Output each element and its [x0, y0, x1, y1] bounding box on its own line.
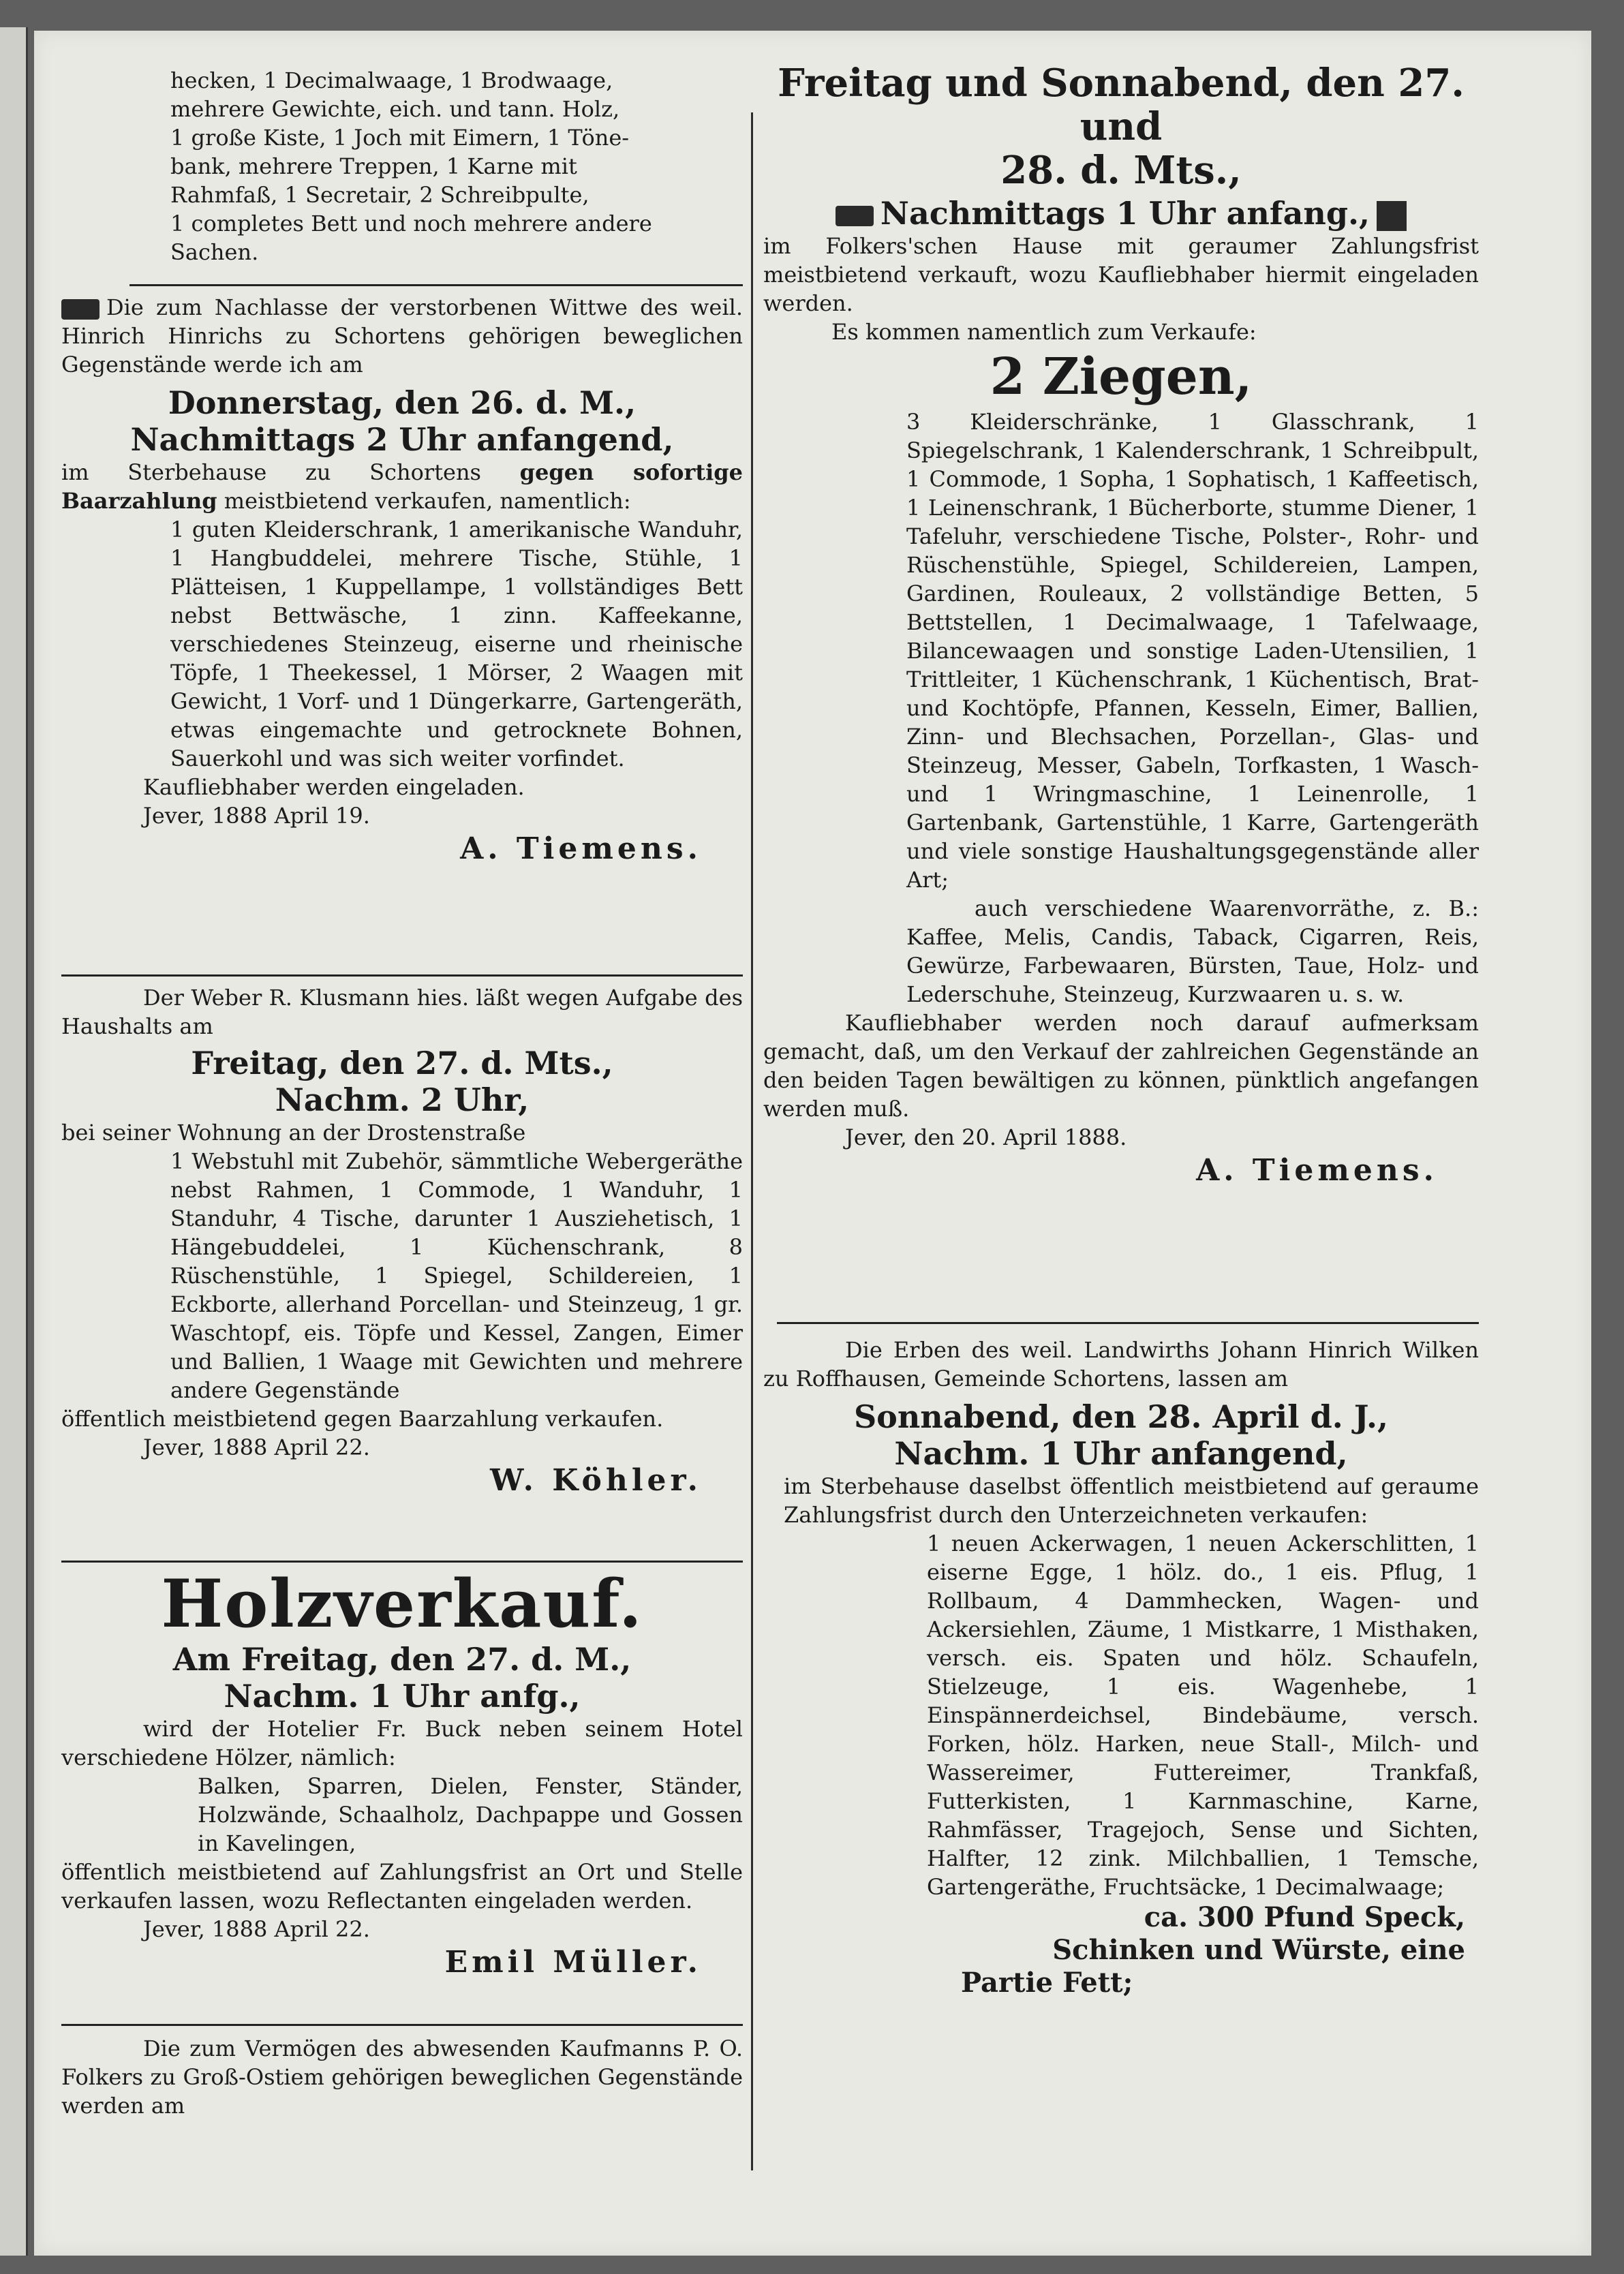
ad-wilken-estate — [763, 1336, 1479, 1999]
ad-extra-list: auch verschiedene Waarenvorräthe, z. B.: Kaffee, Melis, Candis, Taback, Cigarren, Reis, Gewürze, Farbewaaren, Bürsten, Taue, Holz- und Lederschuhe, Steinzeug, Kurzwaaren u. s. w. — [906, 895, 1479, 1007]
ad-dateline: Jever, den 20. April 1888. — [845, 1124, 1127, 1150]
separator-rule — [61, 974, 743, 977]
pointing-hand-icon — [836, 206, 874, 226]
ad-item-list: Balken, Sparren, Dielen, Fenster, Ständer, Holzwände, Schaalholz, Dachpappe und Gossen in Kavelingen, — [198, 1773, 743, 1856]
ad-time-heading: Nachm. 1 Uhr anfangend, — [894, 1435, 1348, 1472]
ad-date-heading: Am Freitag, den 27. d. M., — [172, 1641, 632, 1678]
ad-holzverkauf — [61, 1567, 743, 1982]
ad-continuation — [61, 66, 743, 266]
ad-hinrichs-estate — [61, 293, 743, 868]
ad-body: im Sterbehause zu Schortens — [61, 459, 481, 485]
ad-item-list: 1 neuen Ackerwagen, 1 neuen Ackerschlitten, 1 eiserne Egge, 1 hölz. do., 1 eis. Pflug, 1 Rollbaum, 4 Dammhecken, Wagen- und Ackersiehlen, Zäume, 1 Mistkarre, 1 Misthaken, versch. eis. Spaten und hölz. Schaufeln, Stielzeuge, 1 eis. Wagenhebe, 1 Einspännerdeichsel, Bindebäume, versch. Forken, hölz. Harken, neue Stall-, Milch- und Wassereimer, Futtereimer, Trankfaß, Futterkisten, 1 Karnmaschine, Karne, Rahmfässer, Tragejoch, Sense und Sichten, Halfter, 12 zink. Milchballien, 1 Temsche, Gartengeräthe, Fruchtsäcke, 1 Decimalwaage; — [927, 1531, 1479, 1900]
ad-body-emphasis: gegen sofortige Baarzahlung — [61, 459, 744, 514]
ad-closing: öffentlich meistbietend auf Zahlungsfrist an Ort und Stelle verkaufen lassen, wozu Reflectanten eingeladen werden. — [61, 1859, 743, 1914]
separator-rule — [61, 1561, 743, 1563]
ad-date-heading: Freitag, den 27. d. Mts., — [191, 1045, 613, 1081]
newspaper-page — [34, 31, 1591, 2256]
ad-dateline: Jever, 1888 April 22. — [143, 1434, 370, 1460]
ad-intro: Die Erben des weil. Landwirths Johann Hinrich Wilken zu Roffhausen, Gemeinde Schortens, lassen am — [763, 1337, 1479, 1392]
ad-highlight: Partie Fett; — [961, 1967, 1133, 1999]
ad-signature: Emil Müller. — [444, 1945, 702, 1980]
ad-lead: Es kommen namentlich zum Verkaufe: — [831, 319, 1257, 345]
ad-line: hecken, 1 Decimalwaage, 1 Brodwaage, — [170, 67, 613, 93]
ad-text: Die zum Vermögen des abwesenden Kaufmanns P. O. Folkers zu Groß-Ostiem gehörigen beweglichen Gegenstände werden am — [61, 2035, 743, 2119]
ad-body: meistbietend verkaufen, namentlich: — [224, 488, 631, 514]
ad-body: im Sterbehause daselbst öffentlich meistbietend auf geraume Zahlungsfrist durch den Unterzeichneten verkaufen: — [784, 1473, 1479, 1528]
ornament-icon — [1377, 201, 1407, 231]
ad-highlight: Schinken und Würste, eine — [1052, 1934, 1465, 1966]
adjacent-page-edge — [0, 27, 28, 2256]
separator-rule — [777, 1322, 1479, 1324]
ad-highlight: 2 Ziegen, — [990, 348, 1253, 406]
ad-line: 1 große Kiste, 1 Joch mit Eimern, 1 Töne- — [170, 125, 630, 151]
ad-klusmann — [61, 983, 743, 1500]
ad-location: bei seiner Wohnung an der Drostenstraße — [61, 1120, 526, 1146]
ad-closing: öffentlich meistbietend gegen Baarzahlung verkaufen. — [61, 1406, 664, 1432]
ad-signature: A. Tiemens. — [1196, 1153, 1438, 1188]
ad-title: Holzverkauf. — [161, 1565, 643, 1642]
ad-signature: W. Köhler. — [490, 1463, 702, 1498]
separator-rule — [129, 284, 743, 286]
ad-dateline: Jever, 1888 April 22. — [143, 1916, 370, 1942]
ad-folkers — [61, 2034, 743, 2120]
column-divider — [751, 112, 753, 2170]
ad-closing: Kaufliebhaber werden noch darauf aufmerksam gemacht, daß, um den Verkauf der zahlreichen Gegenstände an den beiden Tagen bewältigen zu können, pünktlich angefangen werden muß. — [763, 1010, 1479, 1122]
ad-date-heading: Sonnabend, den 28. April d. J., — [853, 1398, 1389, 1435]
ad-intro: Der Weber R. Klusmann hies. läßt wegen Aufgabe des Haushalts am — [61, 985, 743, 1039]
ad-item-list: 3 Kleiderschränke, 1 Glasschrank, 1 Spiegelschrank, 1 Kalenderschrank, 1 Schreibpult, 1 Commode, 1 Sopha, 1 Sophatisch, 1 Kaffeetisch, 1 Leinenschrank, 1 Bücherborte, stumme Diener, 1 Tafeluhr, verschiedene Tische, Polster-, Rohr- und Rüschenstühle, Spiegel, Schildereien, Lampen, Gardinen, Rouleaux, 2 vollständige Betten, 5 Bettstellen, 1 Decimalwaage, 1 Tafelwaage, Bilancewaagen und sonstige Laden-Utensilien, 1 Trittleiter, 1 Küchenschrank, 1 Küchentisch, Brat- und Kochtöpfe, Pfannen, Kesseln, Eimer, Ballien, Zinn- und Blechsachen, Porzellan-, Glas- und Steinzeug, Messer, Gabeln, Torfkasten, 1 Wasch- und 1 Wringmaschine, 1 Leinenrolle, 1 Gartenbank, Gartenstühle, 1 Karre, Gartengeräth und viele sonstige Haushaltungsgegenstände aller Art; — [906, 409, 1479, 893]
ad-line: bank, mehrere Treppen, 1 Karne mit — [170, 153, 577, 179]
ad-time-heading: Nachm. 1 Uhr anfg., — [224, 1678, 581, 1715]
ad-time-heading: Nachmittags 1 Uhr anfang., — [880, 195, 1370, 232]
ad-folkers-auction — [763, 61, 1479, 1190]
pointing-hand-icon — [61, 299, 99, 320]
ad-highlight: ca. 300 Pfund Speck, — [1144, 1901, 1465, 1933]
ad-date-heading: Freitag und Sonnabend, den 27. und — [778, 61, 1465, 149]
ad-line: 1 completes Bett und noch mehrere andere — [170, 211, 652, 236]
ad-intro: Die zum Nachlasse der verstorbenen Wittwe des weil. Hinrich Hinrichs zu Schortens gehörigen beweglichen Gegenstände werde ich am — [61, 294, 743, 378]
ad-dateline: Jever, 1888 April 19. — [143, 803, 370, 829]
ad-item-list: 1 guten Kleiderschrank, 1 amerikanische Wanduhr, 1 Hangbuddelei, mehrere Tische, Stühle, 1 Plätteisen, 1 Kuppellampe, 1 vollständiges Bett nebst Bettwäsche, 1 zinn. Kaffeekanne, verschiedenes Steinzeug, eiserne und rheinische Töpfe, 1 Theekessel, 1 Mörser, 2 Waagen mit Gewicht, 1 Vorf- und 1 Düngerkarre, Gartengeräth, etwas eingemachte und getrocknete Bohnen, Sauerkohl und was sich weiter vorfindet. — [170, 517, 743, 771]
separator-rule — [61, 2024, 743, 2026]
ad-line: Sachen. — [170, 239, 259, 265]
ad-line: mehrere Gewichte, eich. und tann. Holz, — [170, 96, 620, 122]
ad-body: im Folkers'schen Hause mit geraumer Zahlungsfrist meistbietend verkauft, wozu Kaufliebhaber hiermit eingeladen werden. — [763, 233, 1479, 316]
ad-intro: wird der Hotelier Fr. Buck neben seinem Hotel verschiedene Hölzer, nämlich: — [61, 1716, 743, 1770]
ad-date-heading-cont: 28. d. Mts., — [1000, 148, 1242, 193]
ad-date-heading: Donnerstag, den 26. d. M., — [168, 384, 637, 421]
ad-time-heading: Nachm. 2 Uhr, — [275, 1081, 530, 1118]
ad-line: Rahmfaß, 1 Secretair, 2 Schreibpulte, — [170, 182, 589, 208]
ad-time-heading: Nachmittags 2 Uhr anfangend, — [130, 421, 674, 458]
ad-signature: A. Tiemens. — [460, 831, 702, 866]
ad-item-list: 1 Webstuhl mit Zubehör, sämmtliche Webergeräthe nebst Rahmen, 1 Commode, 1 Wanduhr, 1 Standuhr, 4 Tische, darunter 1 Ausziehetisch, 1 Hängebuddelei, 1 Küchenschrank, 8 Rüschenstühle, 1 Spiegel, Schildereien, 1 Eckborte, allerhand Porcellan- und Steinzeug, 1 gr. Waschtopf, eis. Töpfe und Kessel, Zangen, Eimer und Ballien, 1 Waage mit Gewichten und mehrere andere Gegenstände — [170, 1148, 743, 1403]
ad-closing: Kaufliebhaber werden eingeladen. — [143, 774, 525, 800]
